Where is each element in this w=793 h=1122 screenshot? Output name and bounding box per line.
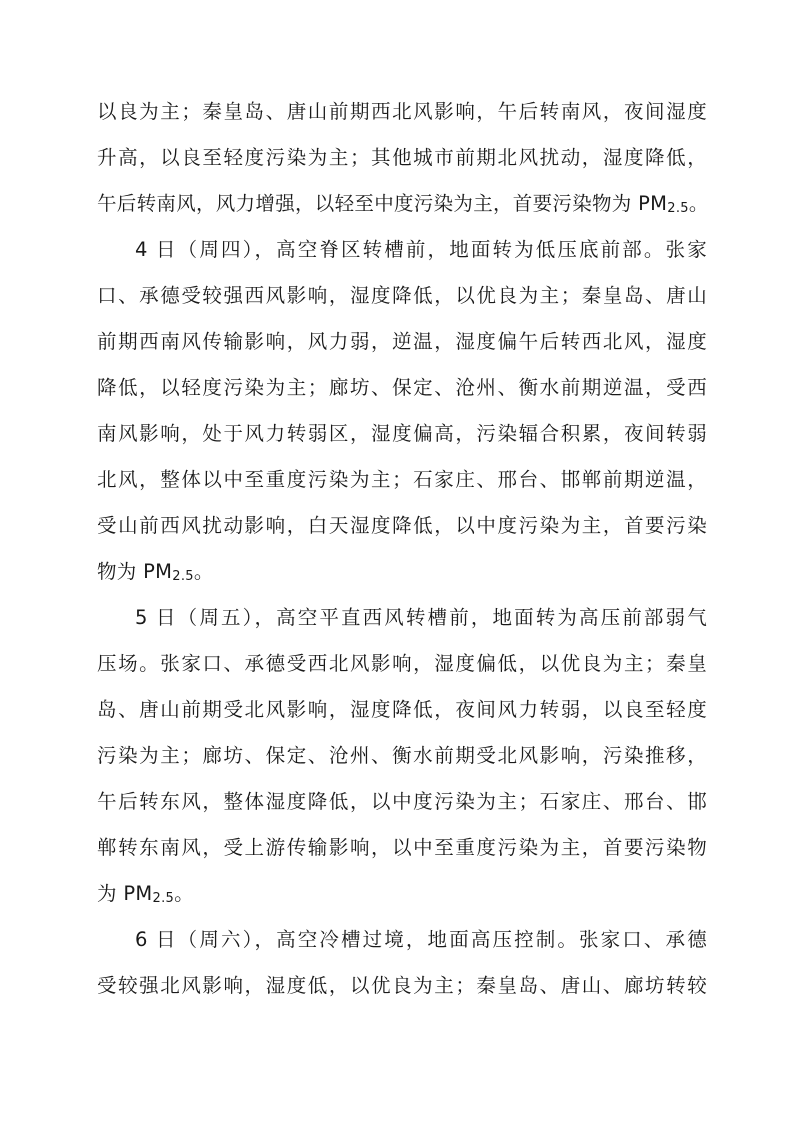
text-line: 南风影响，处于风力转弱区，湿度偏高，污染辐合积累，夜间转弱 <box>97 422 707 445</box>
text-line: 受较强北风影响，湿度低，以优良为主；秦皇岛、唐山、廊坊转较 <box>97 974 707 997</box>
line-text: 午后转南风，风力增强，以轻至中度污染为主，首要污染物为 <box>97 192 632 215</box>
text-line <box>97 184 707 224</box>
text-line: 降低，以轻度污染为主；廊坊、保定、沧州、衡水前期逆温，受西 <box>97 376 707 399</box>
text-line <box>97 552 707 592</box>
text-line: 压场。张家口、承德受西北风影响，湿度偏低，以优良为主；秦皇 <box>97 652 707 675</box>
paragraph-first-line: 6 日（周六），高空冷槽过境，地面高压控制。张家口、承德 <box>135 928 707 951</box>
paragraph-first-line: 4 日（周四），高空脊区转槽前，地面转为低压底前部。张家 <box>135 238 707 261</box>
text-line: 口、承德受较强西风影响，湿度降低，以优良为主；秦皇岛、唐山 <box>97 284 707 307</box>
pollutant-label: PM2.5。 <box>638 192 709 216</box>
text-line: 受山前西风扰动影响，白天湿度降低，以中度污染为主，首要污染 <box>97 514 707 537</box>
text-line: 北风，整体以中至重度污染为主；石家庄、邢台、邯郸前期逆温， <box>97 468 707 491</box>
line-text: 为 <box>97 882 117 905</box>
text-line: 午后转东风，整体湿度降低，以中度污染为主；石家庄、邢台、邯 <box>97 790 707 813</box>
paragraph-first-line: 5 日（周五），高空平直西风转槽前，地面转为高压前部弱气 <box>135 606 707 629</box>
pollutant-label: PM2.5。 <box>143 560 214 584</box>
text-line <box>97 874 707 914</box>
text-line: 郸转东南风，受上游传输影响，以中至重度污染为主，首要污染物 <box>97 836 707 859</box>
text-line: 前期西南风传输影响，风力弱，逆温，湿度偏午后转西北风，湿度 <box>97 330 707 353</box>
line-text: 物为 <box>97 560 137 583</box>
text-line: 以良为主；秦皇岛、唐山前期西北风影响，午后转南风，夜间湿度 <box>97 100 707 123</box>
text-line: 升高，以良至轻度污染为主；其他城市前期北风扰动，湿度降低， <box>97 146 707 169</box>
text-line: 岛、唐山前期受北风影响，湿度降低，夜间风力转弱，以良至轻度 <box>97 698 707 721</box>
text-line: 污染为主；廊坊、保定、沧州、衡水前期受北风影响，污染推移， <box>97 744 707 767</box>
pollutant-label: PM2.5。 <box>123 882 194 906</box>
